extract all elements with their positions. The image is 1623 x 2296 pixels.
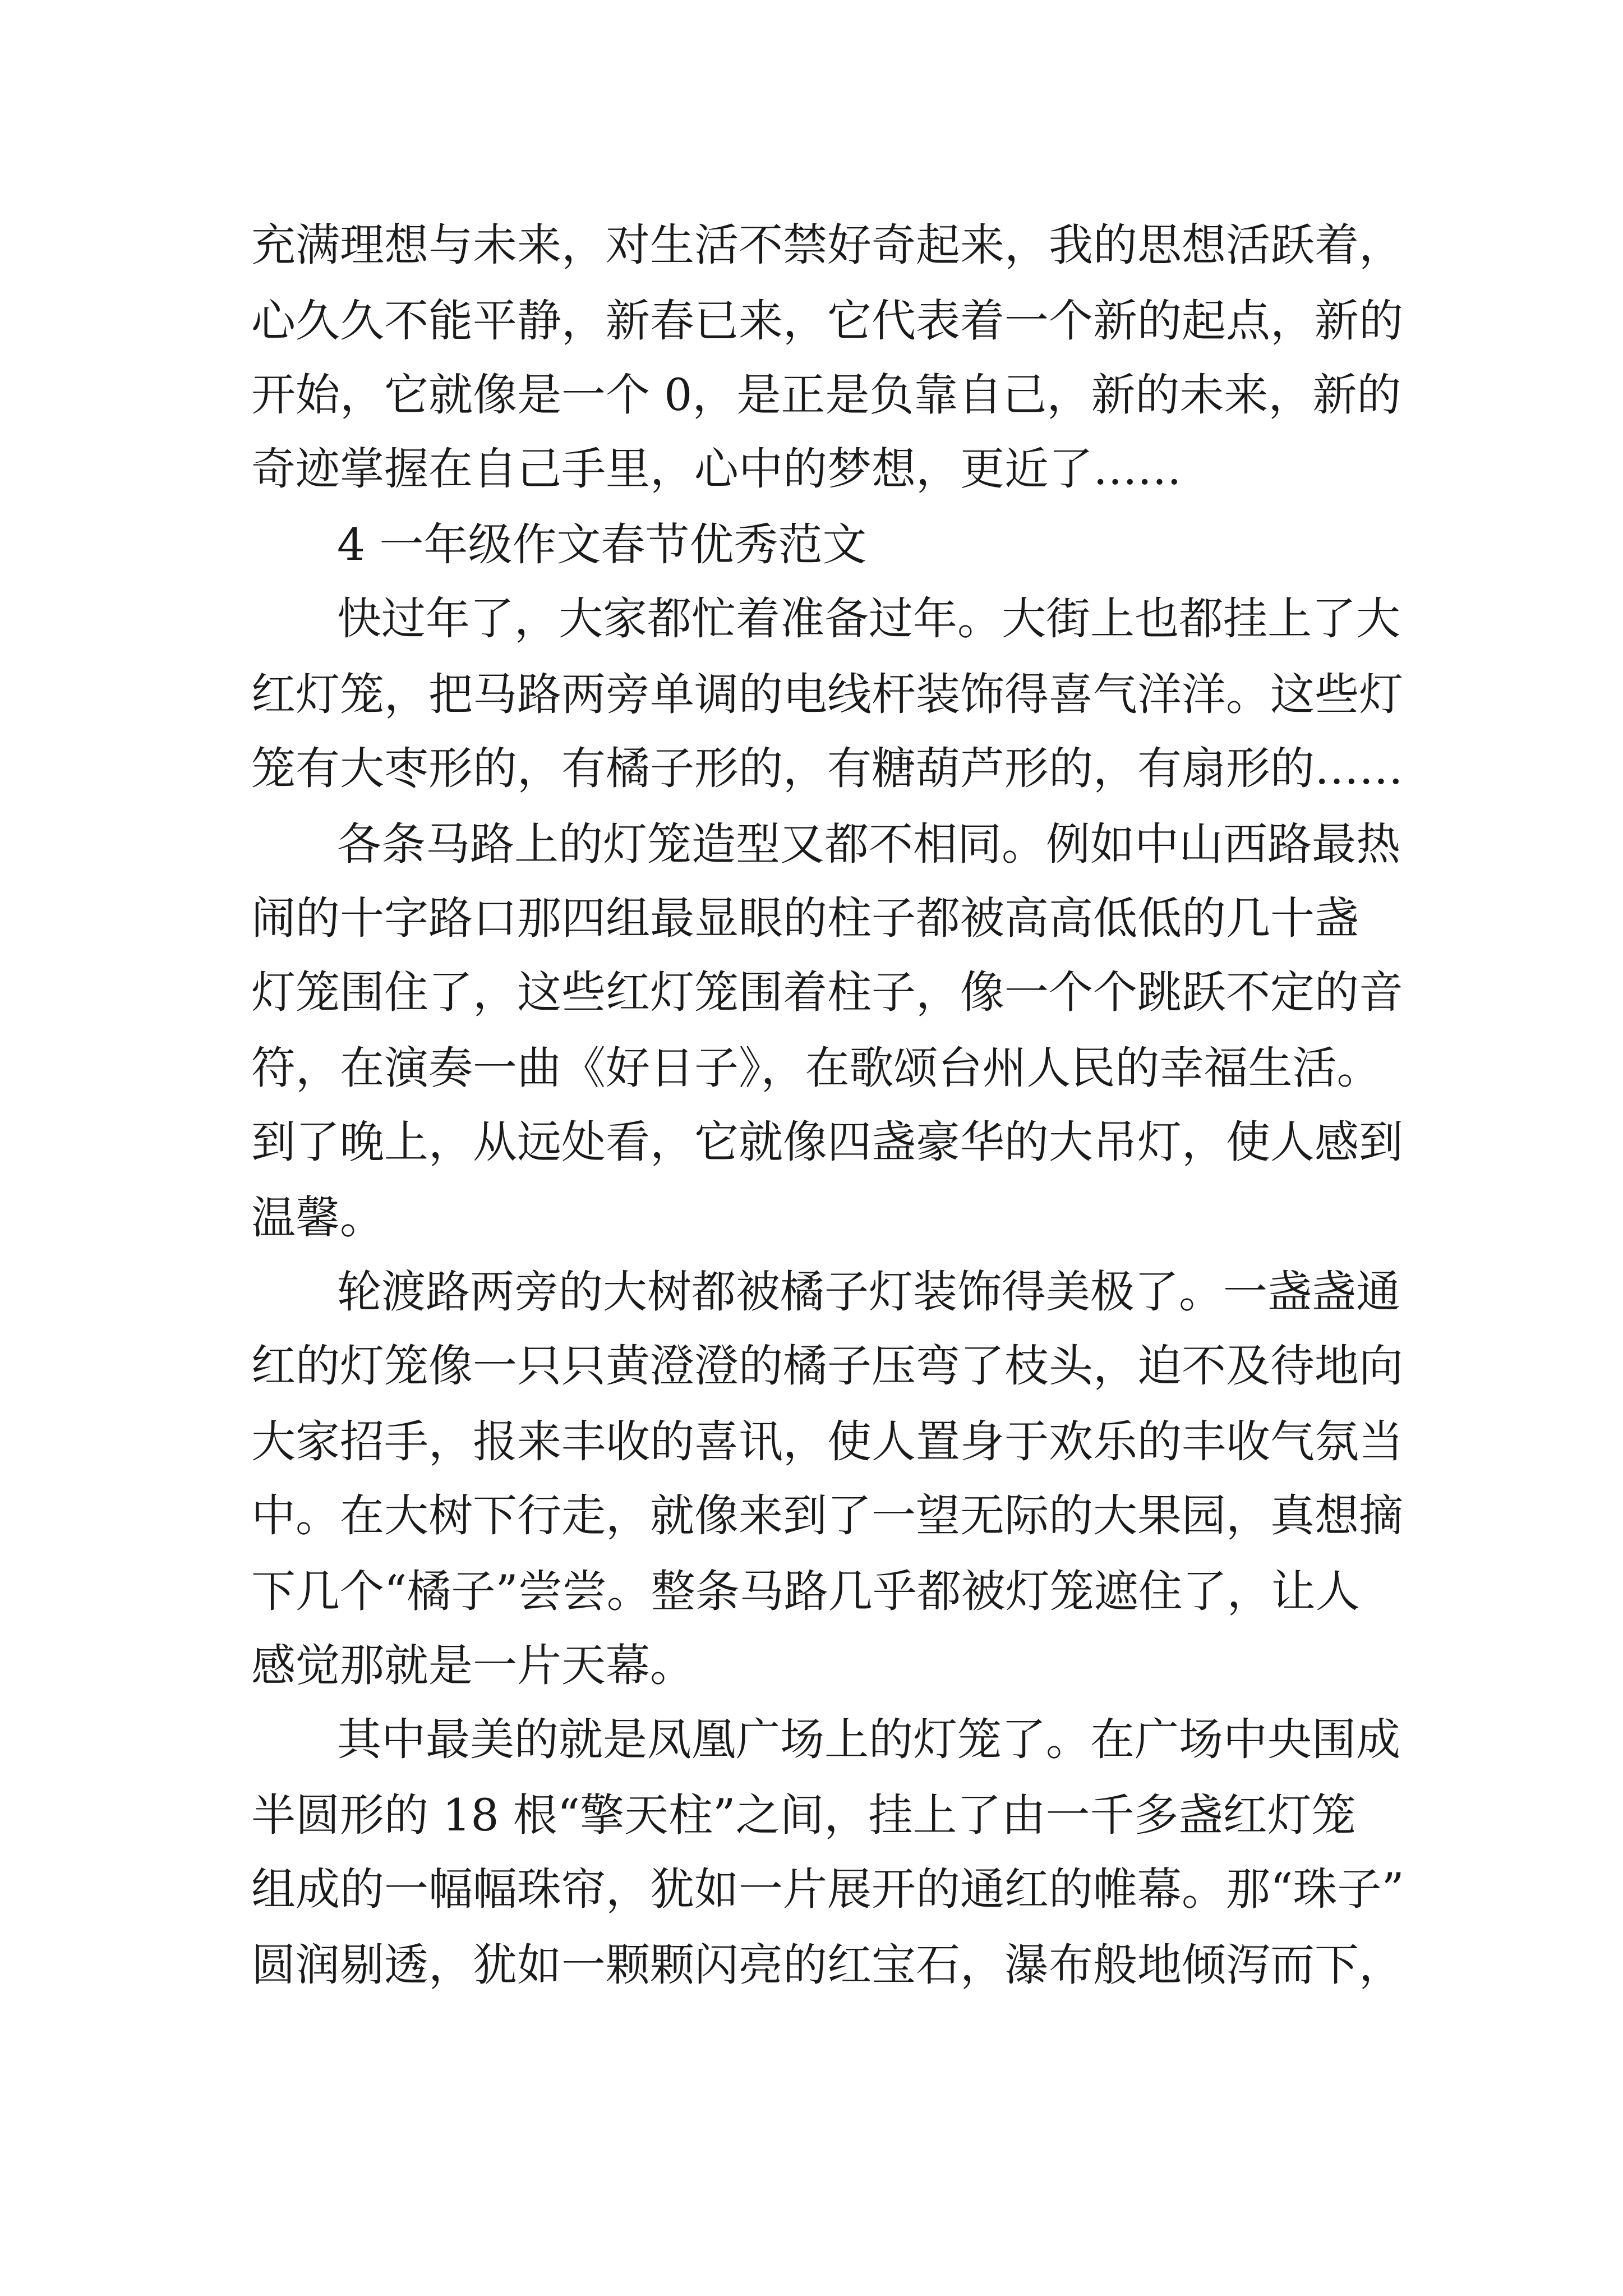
text-line: 温馨。: [251, 1192, 384, 1244]
text-line: 大家招手，报来丰收的喜讯，使人置身于欢乐的丰收气氛当: [251, 1416, 1403, 1467]
text-line: 下几个“橘子”尝尝。整条马路几乎都被灯笼遮住了，让人: [251, 1566, 1360, 1617]
text-line: 半圆形的 18 根“擎天柱”之间，挂上了由一千多盏红灯笼: [251, 1789, 1356, 1841]
text-line: 到了晚上，从远处看，它就像四盏豪华的大吊灯，使人感到: [251, 1116, 1403, 1168]
text-line: 红灯笼，把马路两旁单调的电线杆装饰得喜气洋洋。这些灯: [251, 669, 1403, 720]
text-line: 奇迹掌握在自己手里，心中的梦想，更近了……: [251, 443, 1182, 495]
section-heading: 4 一年级作文春节优秀范文: [337, 519, 867, 570]
text-line: 各条马路上的灯笼造型又都不相同。例如中山西路最热: [337, 818, 1400, 870]
text-line: 圆润剔透，犹如一颗颗闪亮的红宝石，瀑布般地倾泻而下，: [251, 1939, 1403, 1991]
text-line: 心久久不能平静，新春已来，它代表着一个新的起点，新的: [251, 295, 1403, 347]
text-line: 笼有大枣形的，有橘子形的，有糖葫芦形的，有扇形的……: [251, 743, 1403, 794]
text-line: 感觉那就是一片天幕。: [251, 1640, 694, 1691]
text-line: 开始，它就像是一个 0，是正是负靠自己，新的未来，新的: [251, 369, 1401, 421]
text-line: 轮渡路两旁的大树都被橘子灯装饰得美极了。一盏盏通: [337, 1266, 1400, 1318]
text-line: 闹的十字路口那四组最显眼的柱子都被高高低低的几十盏: [251, 892, 1359, 944]
text-line: 快过年了，大家都忙着准备过年。大街上也都挂上了大: [337, 593, 1400, 645]
text-line: 中。在大树下行走，就像来到了一望无际的大果园，真想摘: [251, 1490, 1403, 1542]
text-line: 充满理想与未来，对生活不禁好奇起来，我的思想活跃着，: [251, 219, 1403, 271]
text-line: 灯笼围住了，这些红灯笼围着柱子，像一个个跳跃不定的音: [251, 967, 1403, 1018]
text-line: 其中最美的就是凤凰广场上的灯笼了。在广场中央围成: [337, 1714, 1400, 1765]
text-line: 符，在演奏一曲《好日子》，在歌颂台州人民的幸福生活。: [251, 1042, 1381, 1094]
text-line: 组成的一幅幅珠帘，犹如一片展开的通红的帷幕。那“珠子”: [251, 1864, 1404, 1915]
text-line: 红的灯笼像一只只黄澄澄的橘子压弯了枝头，迫不及待地向: [251, 1340, 1403, 1392]
